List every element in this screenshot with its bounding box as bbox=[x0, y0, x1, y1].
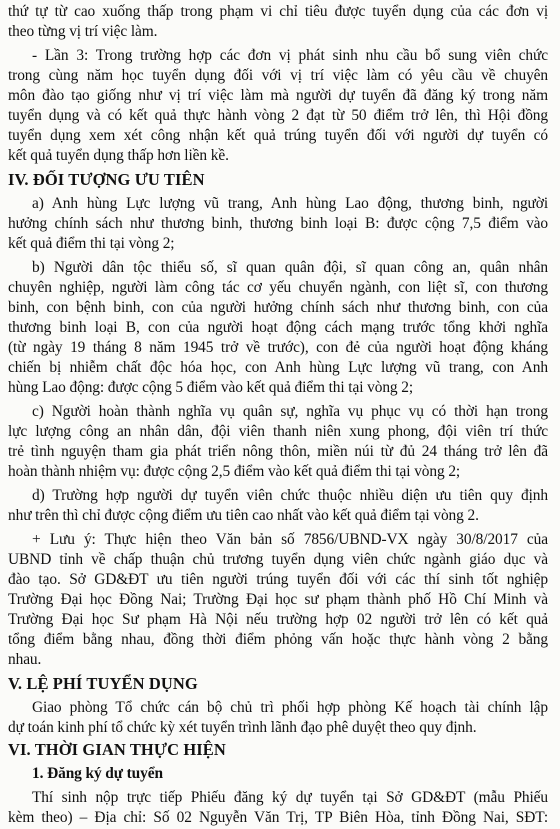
text-line: Trường Đại học Đồng Nai; Trường Đại học sư phạm thành phố Hồ Chí Minh và bbox=[8, 591, 548, 608]
text-line: Trường Đại học Sư phạm Hà Nội nếu trường hợp 02 người trở lên có kết quả bbox=[8, 611, 548, 628]
text-line: hưởng chính sách như thương binh, thương binh loại B: được cộng 7,5 điểm vào bbox=[8, 215, 548, 232]
text-line: đào tạo. Sở GD&ĐT ưu tiên người trúng tuyển đối với các thí sinh tốt nghiệp bbox=[8, 571, 548, 588]
section-heading-iv: IV. ĐỐI TƯỢNG ƯU TIÊN bbox=[8, 170, 205, 189]
text-line: c) Người hoàn thành nghĩa vụ quân sự, nghĩa vụ phục vụ có thời hạn trong bbox=[32, 403, 548, 420]
text-line: kết quả tuyển dụng thấp hơn liền kề. bbox=[8, 147, 229, 164]
text-line: tuyển dụng và có kết quả thực hành vòng 2 đạt từ 50 điểm trở lên, thì Hội đồng bbox=[8, 107, 548, 124]
subsection-heading: 1. Đăng ký dự tuyển bbox=[32, 765, 163, 782]
text-line: - Lần 3: Trong trường hợp các đơn vị phát sinh nhu cầu bổ sung viên chức bbox=[32, 47, 548, 64]
section-heading-vi: VI. THỜI GIAN THỰC HIỆN bbox=[8, 740, 226, 759]
text-line: binh, con bệnh binh, con của người hưởng chính sách như thương binh, con của bbox=[8, 299, 548, 316]
text-line: lực lượng công an nhân dân, đội viên thanh niên xung phong, đội viên trí thức bbox=[8, 423, 548, 440]
text-line: Thí sinh nộp trực tiếp Phiếu đăng ký dự tuyển tại Sở GD&ĐT (mẫu Phiếu bbox=[32, 789, 548, 806]
text-line: theo từng vị trí việc làm. bbox=[8, 23, 158, 40]
text-line: môn đào tạo giống như vị trí việc làm mà người dự tuyển đã đăng ký trong năm bbox=[8, 87, 548, 104]
text-line: chuyên nghiệp, người làm công tác cơ yếu chuyển ngành, con liệt sĩ, con thương bbox=[8, 279, 548, 296]
text-line: hoàn thành nhiệm vụ: được cộng 2,5 điểm vào kết quả điểm thi tại vòng 2; bbox=[8, 463, 461, 480]
text-line: a) Anh hùng Lực lượng vũ trang, Anh hùng Lao động, thương binh, người bbox=[32, 195, 548, 212]
text-line: chiến bị nhiễm chất độc hóa học, con Anh hùng Lực lượng vũ trang, con Anh bbox=[8, 359, 548, 376]
text-line: thương binh loại B, con của người hoạt động cách mạng trước tổng khởi nghĩa bbox=[8, 319, 548, 336]
text-line: Giao phòng Tổ chức cán bộ chủ trì phối hợp phòng Kế hoạch tài chính lập bbox=[32, 699, 548, 716]
section-heading-v: V. LỆ PHÍ TUYỂN DỤNG bbox=[8, 674, 198, 693]
text-line: nhau. bbox=[8, 651, 42, 668]
text-line: trong cùng năm học tuyển dụng đối với vị trí việc làm có yêu cầu về chuyên bbox=[8, 67, 548, 84]
text-line: UBND tỉnh về chấp thuận chủ trương tuyển dụng viên chức ngành giáo dục và bbox=[8, 551, 548, 568]
text-line: b) Người dân tộc thiểu số, sĩ quan quân đội, sĩ quan công an, quân nhân bbox=[32, 259, 548, 276]
text-line: tuyển dụng xem xét công nhận kết quả trúng tuyển đối với người dự tuyển có bbox=[8, 127, 548, 144]
text-line: kèm theo) – Địa chỉ: Số 02 Nguyễn Văn Trị, TP Biên Hòa, tỉnh Đồng Nai, SĐT: bbox=[8, 809, 548, 826]
text-line: tổng điểm bằng nhau, đồng thời điểm phỏng vấn hoặc thực hành vòng 2 bằng bbox=[8, 631, 548, 648]
text-line: như trên thì chỉ được cộng điểm ưu tiên cao nhất vào kết quả điểm tại vòng 2. bbox=[8, 507, 479, 524]
text-line: kết quả điểm thi tại vòng 2; bbox=[8, 235, 175, 252]
text-line: hùng Lao động: được cộng 5 điểm vào kết quả điểm thi tại vòng 2; bbox=[8, 379, 414, 396]
text-line: + Lưu ý: Thực hiện theo Văn bản số 7856/UBND-VX ngày 30/8/2017 của bbox=[32, 531, 548, 548]
text-line: trẻ tình nguyện tham gia phát triển nông thôn, miền núi từ đủ 24 tháng trở lên đã bbox=[8, 443, 548, 460]
text-line: (từ ngày 19 tháng 8 năm 1945 trở về trước), con đẻ của người hoạt động kháng bbox=[8, 339, 548, 356]
text-line: dự toán kinh phí tổ chức kỳ xét tuyển trình lãnh đạo phê duyệt theo quy định. bbox=[8, 719, 477, 736]
text-line: thứ tự từ cao xuống thấp trong phạm vi chỉ tiêu được tuyển dụng của các đơn vị bbox=[8, 3, 548, 20]
text-line: d) Trường hợp người dự tuyển viên chức thuộc nhiều diện ưu tiên quy định bbox=[32, 487, 548, 504]
